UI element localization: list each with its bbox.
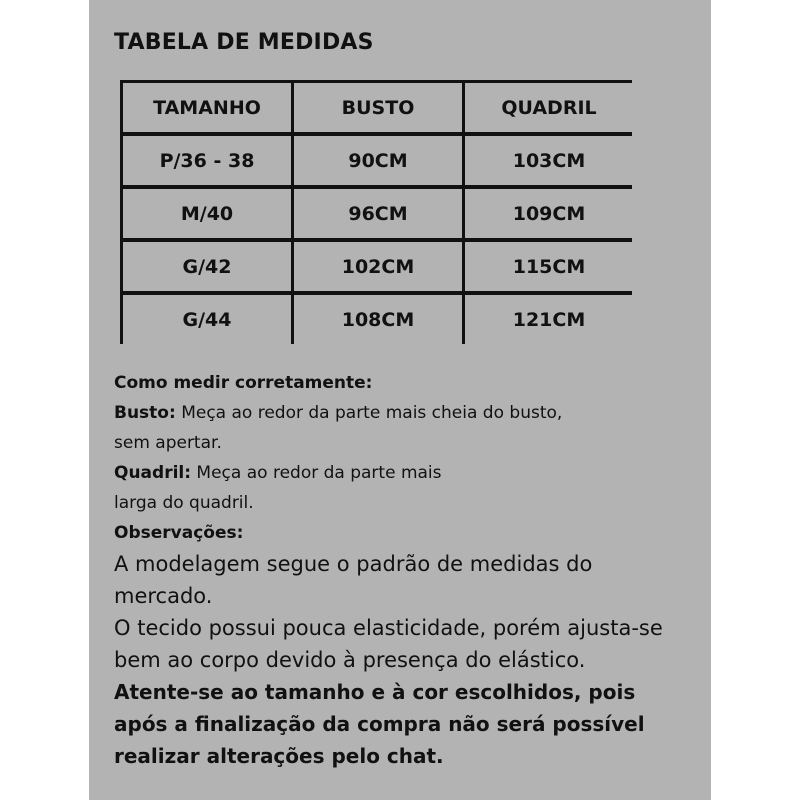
cell-quadril: 121CM bbox=[465, 295, 633, 344]
header-busto: BUSTO bbox=[294, 83, 462, 132]
cell-quadril: 103CM bbox=[465, 136, 633, 185]
warning-line-3: realizar alterações pelo chat. bbox=[114, 744, 444, 768]
observations-heading: Observações: bbox=[114, 523, 244, 543]
cell-size: M/40 bbox=[123, 189, 291, 238]
cell-busto: 108CM bbox=[294, 295, 462, 344]
cell-quadril: 109CM bbox=[465, 189, 633, 238]
quadril-label: Quadril: bbox=[114, 463, 192, 483]
header-tamanho: TAMANHO bbox=[123, 83, 291, 132]
header-quadril: QUADRIL bbox=[465, 83, 633, 132]
warning-line-1: Atente-se ao tamanho e à cor escolhidos, pois bbox=[114, 680, 636, 704]
observation-1: A modelagem segue o padrão de medidas do bbox=[114, 552, 593, 576]
quadril-instruction bbox=[114, 458, 704, 488]
cell-quadril: 115CM bbox=[465, 242, 633, 291]
busto-label: Busto: bbox=[114, 403, 176, 423]
busto-text: Meça ao redor da parte mais cheia do busto, bbox=[175, 403, 563, 423]
quadril-text: Meça ao redor da parte mais bbox=[191, 463, 442, 483]
warning-line-2: após a finalização da compra não será possível bbox=[114, 712, 645, 736]
cell-busto: 96CM bbox=[294, 189, 462, 238]
cell-busto: 90CM bbox=[294, 136, 462, 185]
observation-2: O tecido possui pouca elasticidade, porém ajusta-se bbox=[114, 616, 663, 640]
how-to-measure-heading: Como medir corretamente: bbox=[114, 373, 373, 393]
cell-busto: 102CM bbox=[294, 242, 462, 291]
size-table bbox=[120, 80, 632, 344]
quadril-text-continued: larga do quadril. bbox=[114, 493, 254, 513]
observation-2-continued: bem ao corpo devido à presença do elástico. bbox=[114, 648, 586, 672]
busto-text-continued: sem apertar. bbox=[114, 433, 222, 453]
cell-size: P/36 - 38 bbox=[123, 136, 291, 185]
cell-size: G/42 bbox=[123, 242, 291, 291]
busto-instruction bbox=[114, 398, 704, 428]
page-title: TABELA DE MEDIDAS bbox=[114, 30, 374, 55]
measurement-notes bbox=[114, 368, 704, 772]
cell-size: G/44 bbox=[123, 295, 291, 344]
observation-1-continued: mercado. bbox=[114, 584, 213, 608]
